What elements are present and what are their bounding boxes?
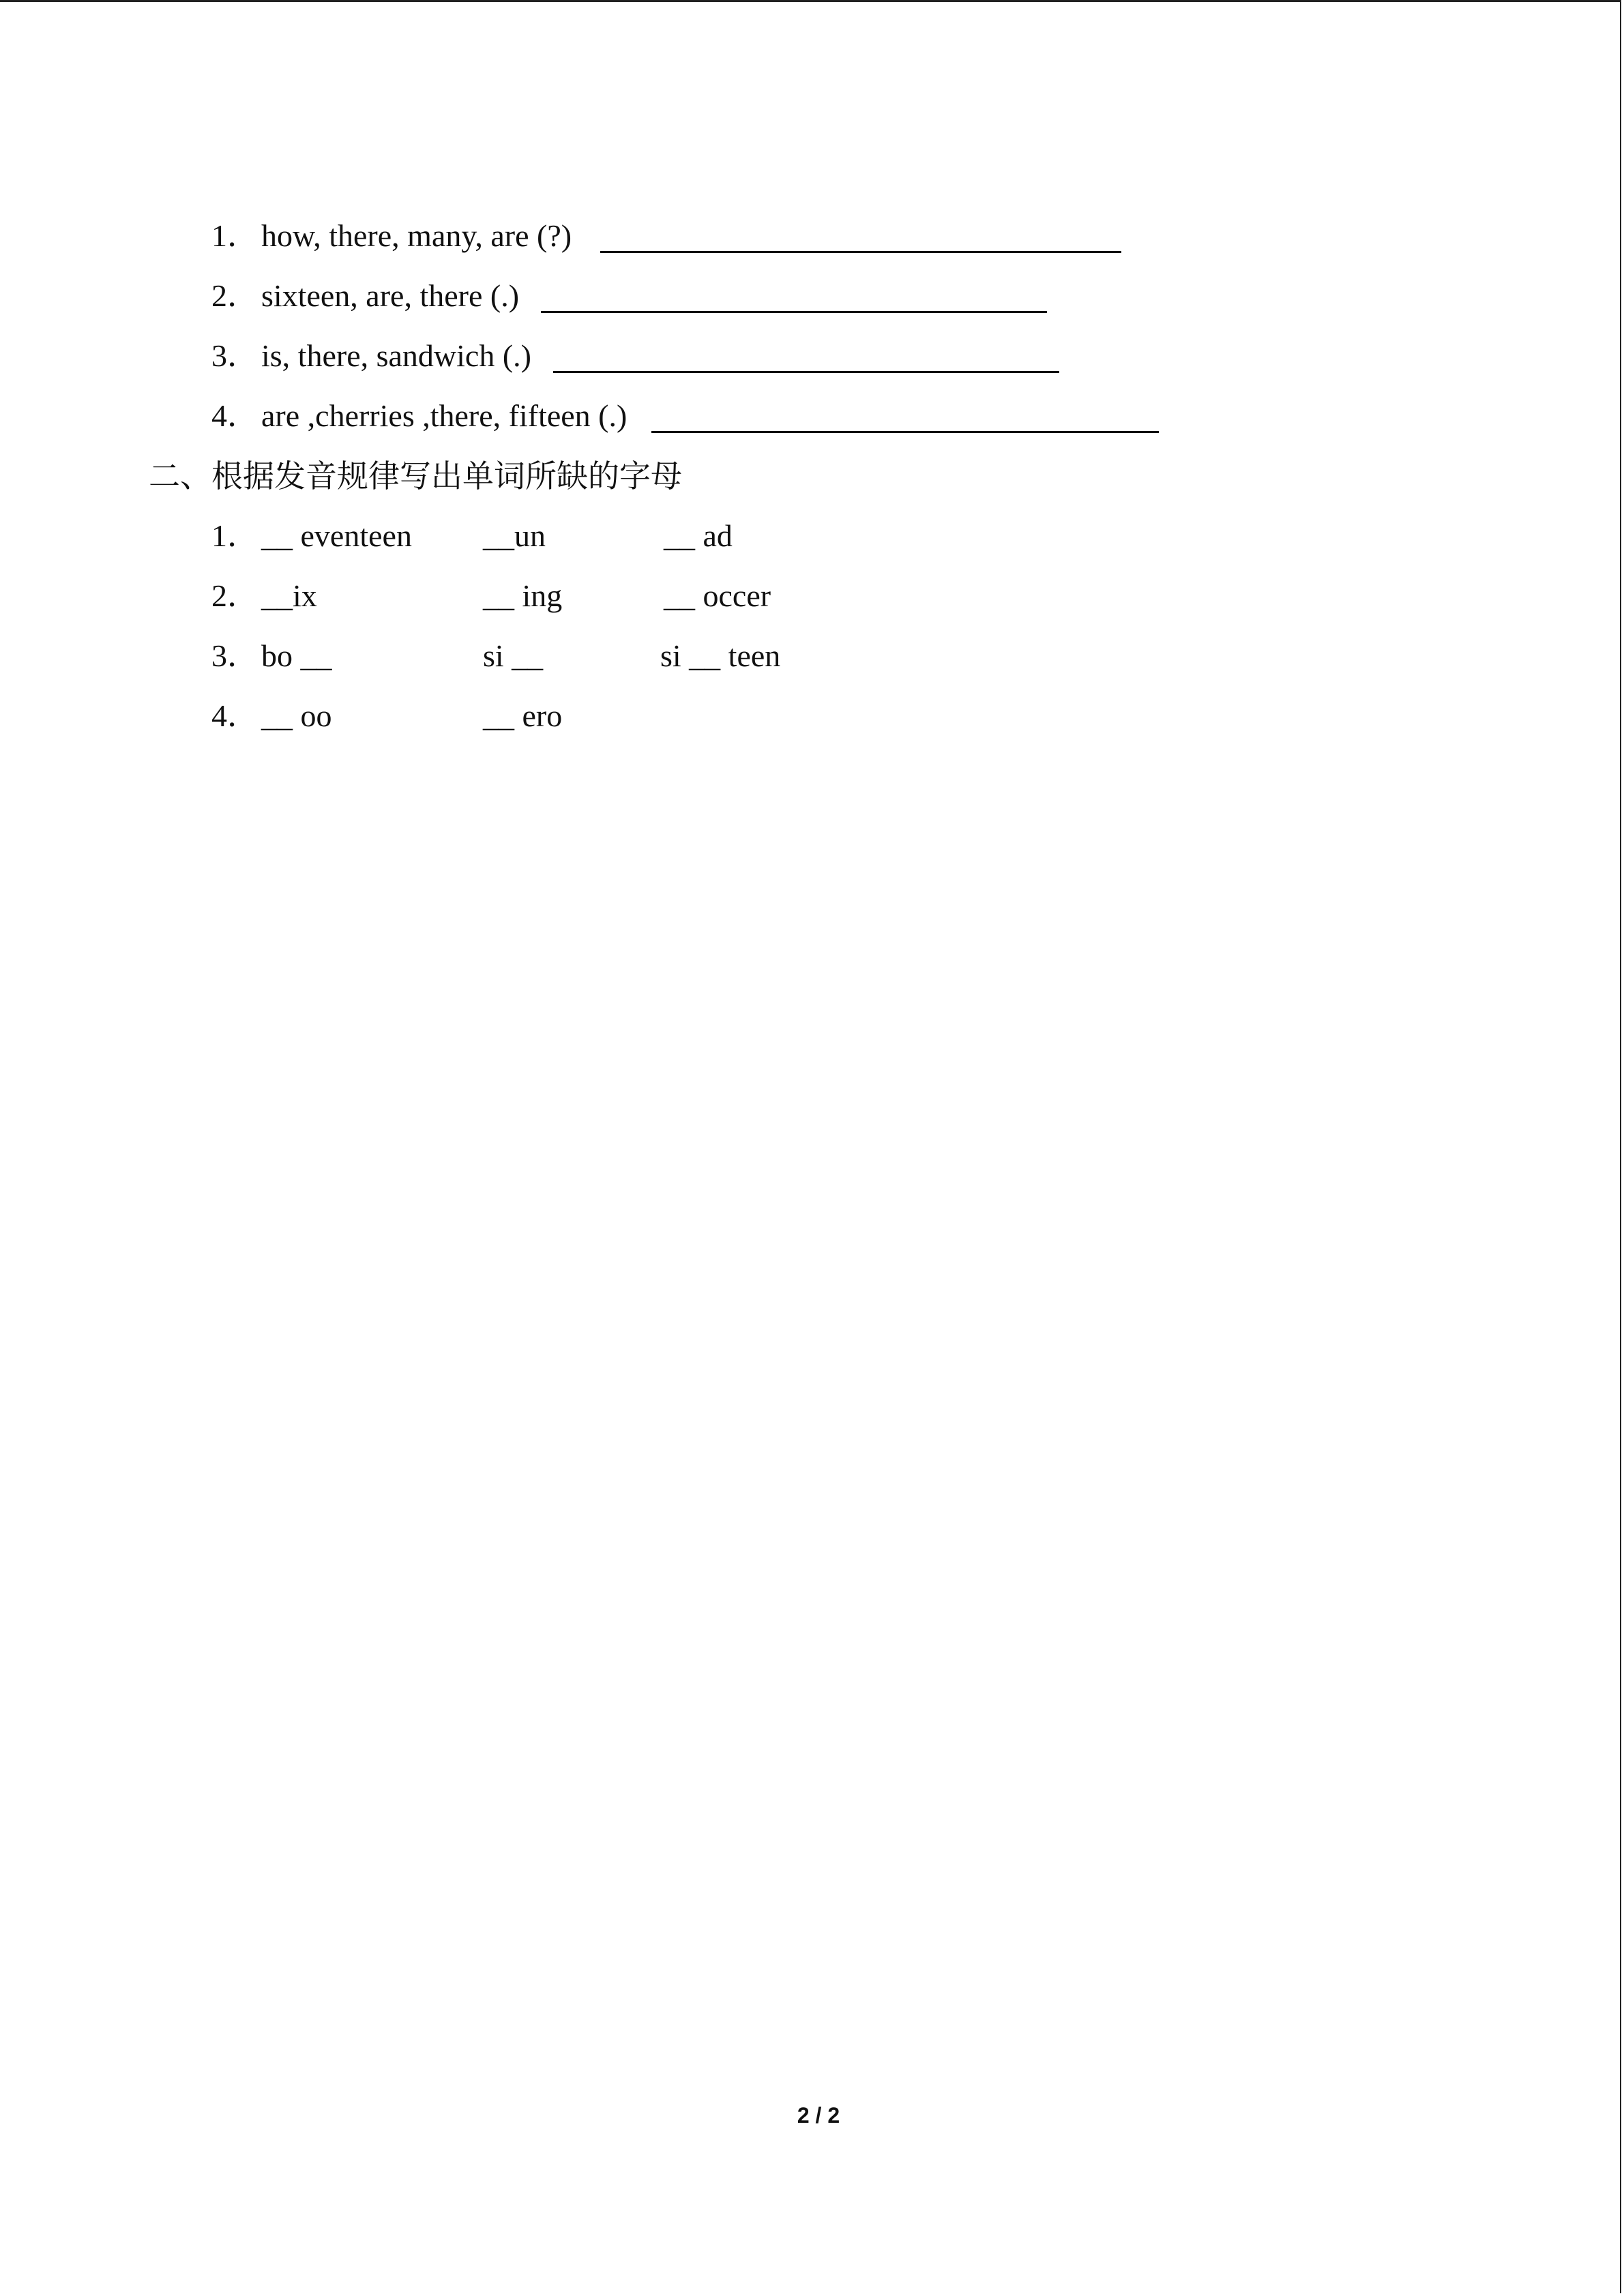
- item-number: 2．: [211, 278, 259, 313]
- word-blank[interactable]: __ ing: [483, 578, 563, 613]
- word-blank[interactable]: si __: [483, 638, 544, 673]
- answer-blank[interactable]: [553, 371, 1059, 373]
- answer-blank[interactable]: [600, 251, 1121, 253]
- word-blank[interactable]: __ ero: [483, 698, 563, 733]
- item-number: 3．: [211, 638, 259, 673]
- item-prompt: how, there, many, are (?): [261, 218, 572, 253]
- item-number: 2．: [211, 578, 259, 613]
- word-blank[interactable]: __un: [483, 518, 546, 553]
- word-blank[interactable]: __ix: [261, 578, 317, 613]
- item-number: 4．: [211, 398, 259, 433]
- item-number: 4．: [211, 698, 259, 733]
- word-blank[interactable]: bo __: [261, 638, 332, 673]
- word-blank[interactable]: __ eventeen: [261, 518, 412, 553]
- item-number: 1．: [211, 218, 259, 253]
- word-blank[interactable]: si __ teen: [660, 638, 781, 673]
- item-prompt: is, there, sandwich (.): [261, 338, 531, 373]
- item-number: 3．: [211, 338, 259, 373]
- answer-blank[interactable]: [541, 311, 1047, 313]
- item-prompt: are ,cherries ,there, fifteen (.): [261, 398, 628, 433]
- item-number: 1．: [211, 518, 259, 553]
- item-prompt: sixteen, are, there (.): [261, 278, 520, 313]
- section-title: 二、根据发音规律写出单词所缺的字母: [149, 458, 682, 494]
- page-number: 2 / 2: [797, 2103, 840, 2128]
- word-blank[interactable]: __ ad: [664, 518, 733, 553]
- answer-blank[interactable]: [651, 431, 1159, 433]
- word-blank[interactable]: __ occer: [664, 578, 771, 613]
- word-blank[interactable]: __ oo: [261, 698, 332, 733]
